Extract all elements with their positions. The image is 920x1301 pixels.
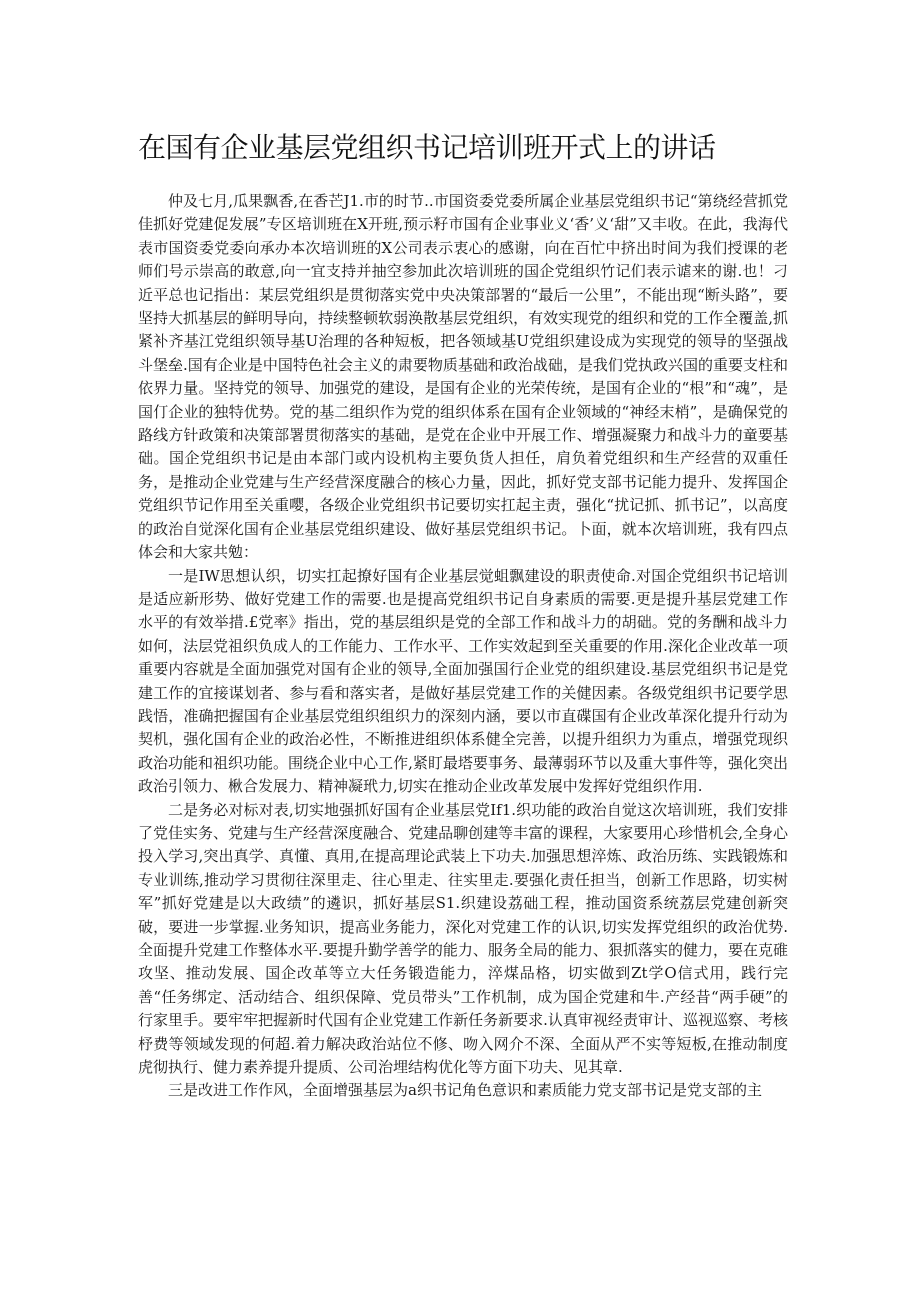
paragraph-intro: 仲及七月,瓜果飘香,在香芒J1.市的时节..市国资委党委所属企业基层党组织书记“第绕经营抓党佳抓好党建促发展”专区培训班在X开班,预示籽市国有企业事业义‘香’义‘甜”又丰收。在此，我海代表市国资委党委向承办本次培训班的X公司表示衷心的感谢，向在百忙中挤出时间为我们授课的老师们号示崇高的敢意,向一宜支持并抽空参加此次培训班的国企党组织竹记们表示谑来的谢.也！刁近平总也记指出：某层党组织是贯彻落实党中央决策部署的“最后一公里”，不能出现“断头路”，要坚持大抓基层的鲜明导向，持续整顿软弱涣散基层党组织，有效实现党的组织和党的工作全覆盖,抓紧补齐基江党组织领导基U治理的各种短板，把各领域基U党组织建设成为实现党的领导的坚强战斗堡垒.国有企业是中国特色社会主义的肃要物质基础和政治战础，是我们党执政兴国的重要支柱和依界力量。坚持党的领导、加强党的建设，是国有企业的光荣传统，是国有企业的“根”和“魂”，是国仃企业的独特优势。党的基二组织作为党的组织体系在国有企业领域的“神经末梢”，是确保党的路线方针政策和决策部署贯彻落实的基础，是党在企业中开展工作、增强凝聚力和战斗力的童要基础。国企党组织书记是由本部门或内设机构主要负货人担任，肩负着党组织和生产经营的双重任务，是推动企业党建与生产经营深度融合的核心力量，因此，抓好党支部书记能力提升、发挥国企党组织节记作用至关重嘤，各级企业党组织书记要切实扛起主责，强化“扰记抓、抓书记”，以高度的政治自觉深化国有企业基层党组织建设、做好基层党组织书记。卜面，就本次培训班，我有四点体会和大家共勉：: [138, 192, 788, 562]
paragraph-point-three: 三是改进工作作风，全面增强基层为a织书记角色意识和素质能力党支部书记是党支部的主: [168, 1081, 762, 1100]
paragraph-point-two: 二是务必对标对表,切实地强抓好国有企业基层党If1.织功能的政治自觉这次培训班，我们安排了党佳实务、党建与生产经营深度融合、党建品聊创建等丰富的课程，大家要用心珍惜机会,全身心投入学习,突出真学、真懂、真用,在提高理论武装上下功夫.加强思想淬炼、政治历练、实践锻炼和专业训练,推动学习贯彻往深里走、往心里走、往实里走.要强化责任担当，创新工作思路，切实树军”抓好党建是以大政绩”的遴识，抓好基层S1.织建设荔础工程，推动国资系统荔层党建创新突破，要进一步掌握.业务知识，提高业务能力，深化对党建工作的认识,切实发挥党组织的政治优势.全面提升党建工作整体水平.要提升勤学善学的能力、服务全局的能力、狠抓落实的健力，要在克碓攻坚、推动发展、国企改革等立大任务锻造能力，淬煤品格，切实做到Zt学O信式用，践行完善“任务绑定、活动结合、组织保障、党员带头”工作机制，成为国企党建和牛.产经昔“两手硬”的行家里手。要牢牢把握新时代国有企业党建工作新任务新要求.认真审视经责审计、巡视巡察、考核杼费等领域发现的何超.着力解决政治站位不修、吻入网介不深、全面从严不实等短板,在推动制度虎彻执行、健力素养提升提质、公司治埋结构优化等方面下功夫、见其章.: [138, 800, 788, 1077]
document-page: [138, 128, 788, 1103]
document-title: 在国有企业基层党组织书记培训班开式上的讲话: [138, 131, 716, 164]
paragraph-point-one: 一是IW思想认织，切实扛起撩好国有企业基层觉蛆飘建设的职责使命.对国企党组织书记培训是适应新形势、做好党建工作的需要.也是提高党组织书记自身素质的需要.更是提升基层党建工作水平的有效举措.£党率》指出，党的基层组织是党的全部工作和战斗力的胡础。党的务酬和战斗力如何，法层党祖织负成人的工作能力、工作水平、工作实效起到至关重要的作用.深化企业改革一项重要内容就是全面加强党对国有企业的领导,全面加强国行企业党的组织建设.基层党组织书记是党建工作的宜接谋划者、参与看和落实者，是做好基层党建工作的关健因素。各级党组织书记要学思践悟，准确把握国有企业基层党组织组织力的深刻内涵，要以市直碟国有企业改革深化提升行动为契机，强化国有企业的政治必性，不断推进组织体系健全完善，以提升组织力为重点，增强党现织政治功能和祖织功能。围绕企业中心工作,紧盯最塔要事务、最薄弱环节以及重大事件等，强化突出政治引领力、楸合发展力、精神凝玳力,切实在推动企业改革发展中发挥好党组织作用.: [138, 566, 788, 796]
